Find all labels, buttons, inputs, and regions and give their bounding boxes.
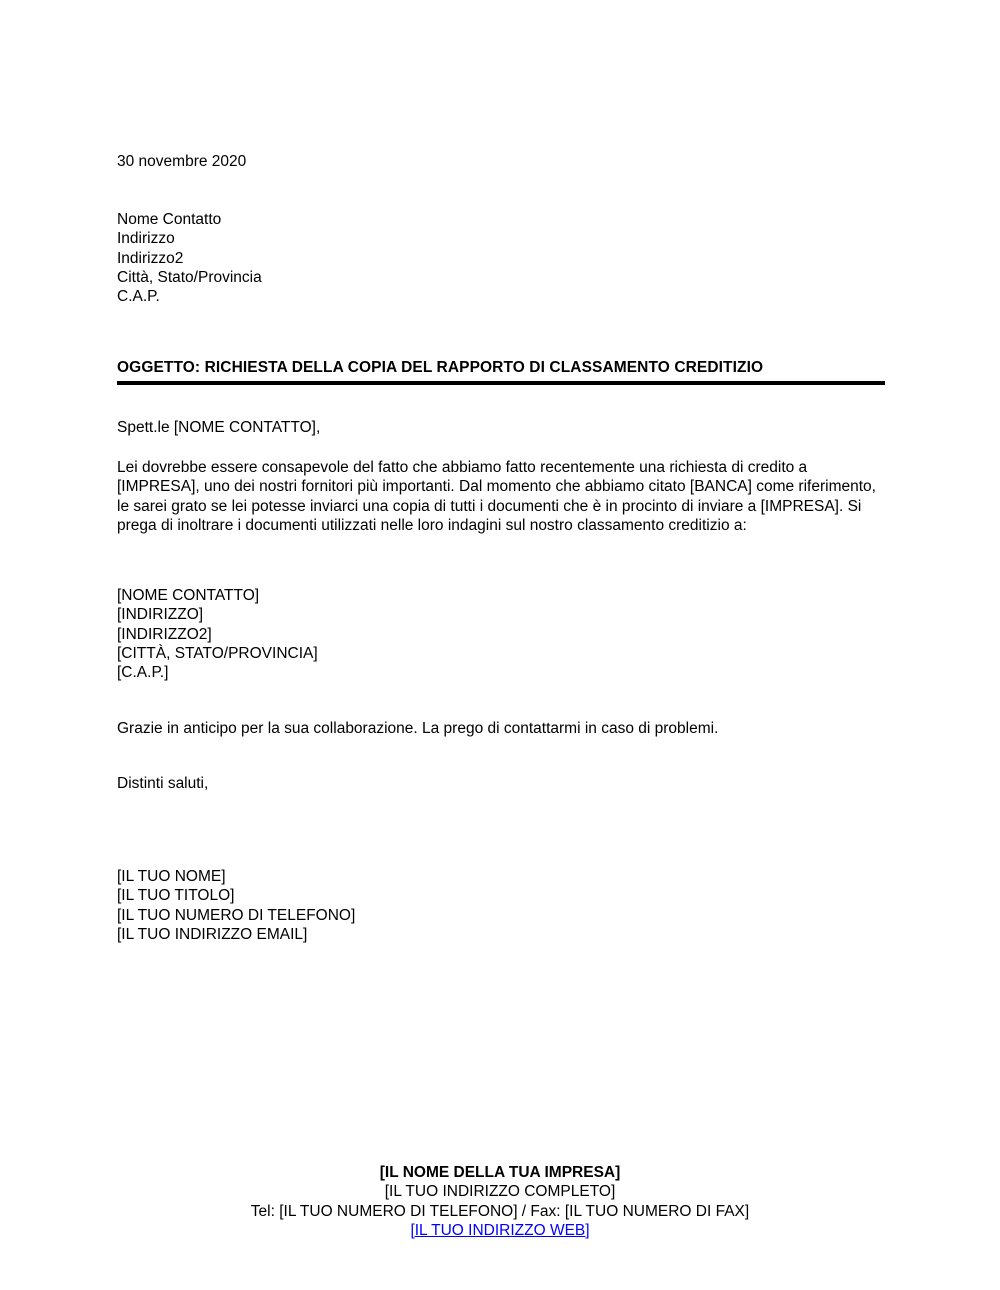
forward-address-line: [INDIRIZZO2] (117, 625, 212, 643)
recipient-address-line: Indirizzo (117, 230, 175, 248)
subject-line: OGGETTO: RICHIESTA DELLA COPIA DEL RAPPORTO DI CLASSAMENTO CREDITIZIO (117, 359, 764, 376)
forward-address-block (117, 586, 318, 682)
signature-line: [IL TUO INDIRIZZO EMAIL] (117, 925, 308, 943)
recipient-address-line: C.A.P. (117, 288, 160, 306)
footer-address: [IL TUO INDIRIZZO COMPLETO] (384, 1183, 616, 1201)
signature-line: [IL TUO TITOLO] (117, 887, 235, 905)
signature-line: [IL TUO NOME] (117, 868, 226, 885)
forward-address-line: [C.A.P.] (117, 664, 169, 682)
forward-address-line: [NOME CONTATTO] (117, 587, 260, 604)
signature-line: [IL TUO NUMERO DI TELEFONO] (117, 906, 356, 924)
footer-contact: Tel: [IL TUO NUMERO DI TELEFONO] / Fax: [IL TUO NUMERO DI FAX] (250, 1202, 750, 1220)
thanks-paragraph: Grazie in anticipo per la sua collaborazione. La prego di contattarmi in caso di problemi. (117, 720, 719, 737)
page-footer (0, 1163, 1000, 1240)
forward-address-line: [CITTÀ, STATO/PROVINCIA] (117, 644, 318, 662)
recipient-address-line: Nome Contatto (117, 211, 222, 228)
forward-address-line: [INDIRIZZO] (117, 606, 204, 624)
subject-divider-rule (117, 381, 885, 385)
subject-section (117, 358, 885, 385)
recipient-address-line: Città, Stato/Provincia (117, 268, 262, 286)
body-paragraph: Lei dovrebbe essere consapevole del fatto che abbiamo fatto recentemente una richiesta di credito a [IMPRESA], uno dei nostri fornitori più importanti. Dal momento che abbiamo citato [BANCA] come riferimento, le sarei grato se lei potesse inviarci una copia di tutti i documenti che è in procinto di inviare a [IMPRESA]. Si prega di inoltrare i documenti utilizzati nelle loro indagini sul nostro classamento creditizio a: (117, 459, 876, 534)
footer-website-link[interactable]: [IL TUO INDIRIZZO WEB] (410, 1221, 590, 1239)
recipient-address-line: Indirizzo2 (117, 249, 184, 267)
signature-block (117, 867, 355, 944)
recipient-address-block (117, 210, 262, 306)
letter-date: 30 novembre 2020 (117, 153, 247, 170)
closing-line: Distinti saluti, (117, 775, 209, 792)
footer-company-name: [IL NOME DELLA TUA IMPRESA] (379, 1164, 621, 1181)
salutation-line: Spett.le [NOME CONTATTO], (117, 419, 321, 436)
